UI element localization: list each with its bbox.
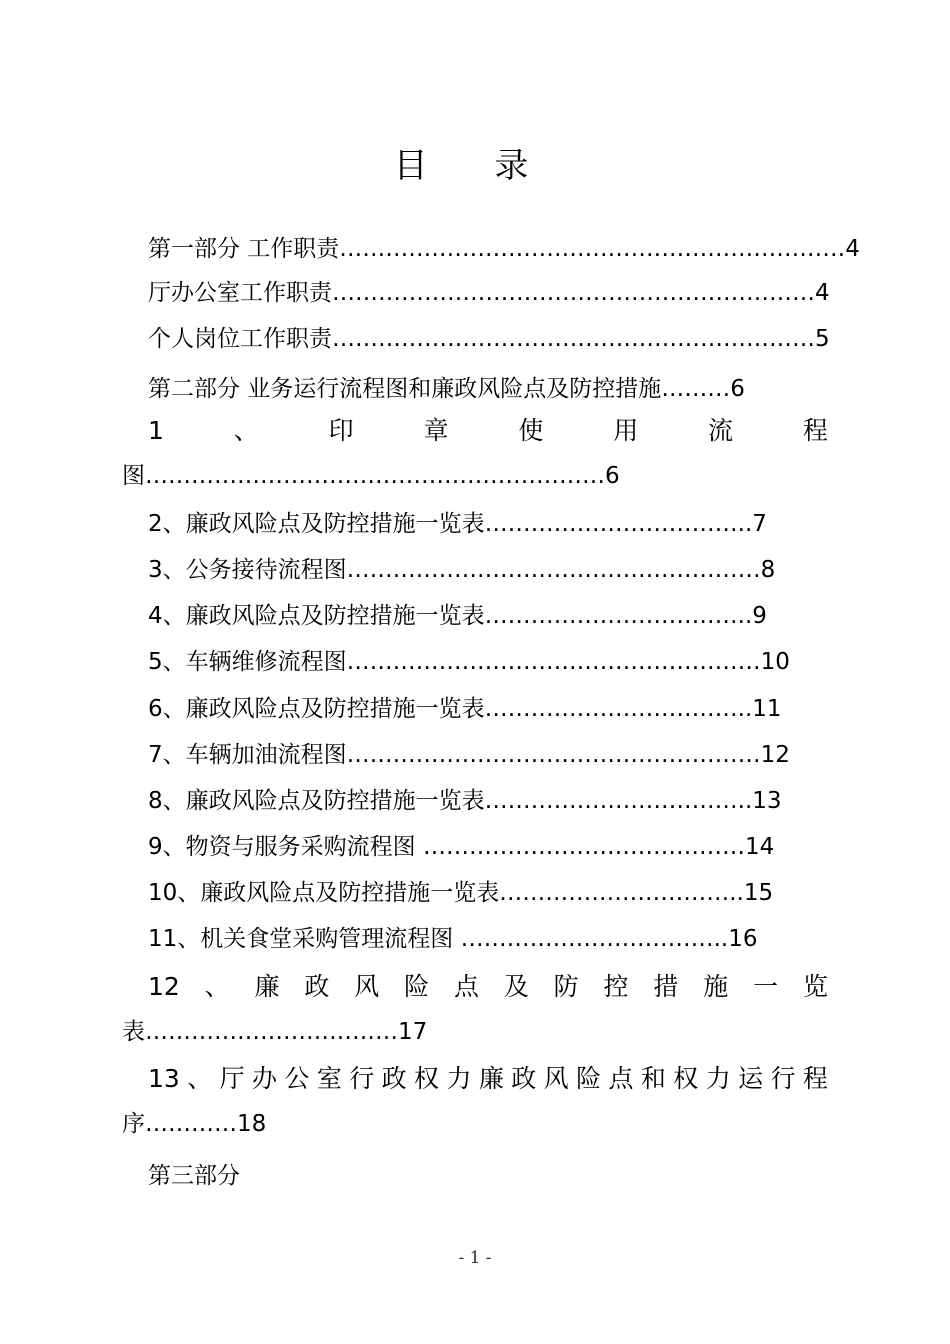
toc-token: 险 [404, 972, 430, 1001]
toc-justified-line-12 [148, 971, 828, 1003]
toc-part3: 第三部分 [148, 1163, 240, 1189]
toc-token: 、 [187, 1064, 213, 1093]
toc-token: 使 [518, 416, 544, 445]
toc-token: 室 [316, 1064, 342, 1093]
toc-token: 及 [503, 972, 529, 1001]
toc-token: 13 [148, 1064, 180, 1093]
toc-part2: 第二部分 业务运行流程图和廉政风险点及防控措施………6 [148, 376, 745, 402]
toc-line: 10、廉政风险点及防控措施一览表…………………………..15 [148, 880, 774, 906]
toc-token: 措 [653, 972, 679, 1001]
toc-token: 厅 [219, 1064, 245, 1093]
toc-token: 程 [802, 416, 828, 445]
toc-token: 政 [381, 1064, 407, 1093]
toc-token: 力 [705, 1064, 731, 1093]
toc-token: 廉 [478, 1064, 504, 1093]
toc-line: 个人岗位工作职责………………………………………………………5 [148, 326, 830, 352]
toc-token: 权 [673, 1064, 699, 1093]
toc-justified-line-13 [148, 1063, 828, 1095]
toc-token: 1 [148, 416, 164, 445]
toc-continuation: 表……………………………17 [122, 1019, 428, 1045]
toc-part1: 第一部分 工作职责…………………………………………………………4 [148, 236, 860, 262]
toc-line: 2、廉政风险点及防控措施一览表……………………………..7 [148, 511, 767, 537]
toc-line: 9、物资与服务采购流程图 ……………………………………14 [148, 834, 775, 860]
toc-token: 政 [511, 1064, 537, 1093]
toc-line: 6、廉政风险点及防控措施一览表……………………………..11 [148, 696, 782, 722]
toc-token: 风 [543, 1064, 569, 1093]
toc-token: 控 [603, 972, 629, 1001]
toc-token: 险 [576, 1064, 602, 1093]
toc-continuation: 图……………………………………………………6 [122, 463, 620, 489]
toc-token: 风 [354, 972, 380, 1001]
toc-token: 12 [148, 972, 180, 1001]
toc-token: 程 [802, 1064, 828, 1093]
toc-token: 览 [802, 972, 828, 1001]
toc-token: 防 [553, 972, 579, 1001]
toc-line: 5、车辆维修流程图………………………………………………10 [148, 649, 790, 675]
toc-token: 章 [423, 416, 449, 445]
toc-token: 和 [640, 1064, 666, 1093]
toc-token: 政 [304, 972, 330, 1001]
toc-line: 8、廉政风险点及防控措施一览表……………………………..13 [148, 788, 782, 814]
toc-token: 办 [252, 1064, 278, 1093]
toc-token: 力 [446, 1064, 472, 1093]
toc-line: 11、机关食堂采购管理流程图 ……………………………..16 [148, 926, 758, 952]
toc-continuation: 序…………18 [122, 1111, 267, 1137]
toc-token: 行 [770, 1064, 796, 1093]
toc-token: 点 [608, 1064, 634, 1093]
toc-justified-line-1 [148, 415, 828, 447]
toc-token: 一 [753, 972, 779, 1001]
toc-token: 点 [453, 972, 479, 1001]
toc-token: 廉 [254, 972, 280, 1001]
page-number: - 1 - [458, 1248, 492, 1268]
toc-token: 施 [703, 972, 729, 1001]
toc-line: 7、车辆加油流程图………………………………………………12 [148, 742, 790, 768]
toc-line: 4、廉政风险点及防控措施一览表……………………………..9 [148, 603, 767, 629]
toc-token: 公 [284, 1064, 310, 1093]
toc-token: 、 [233, 416, 259, 445]
toc-token: 运 [738, 1064, 764, 1093]
toc-token: 流 [708, 416, 734, 445]
toc-token: 权 [414, 1064, 440, 1093]
toc-line: 3、公务接待流程图………………………………………………8 [148, 557, 776, 583]
toc-token: 印 [328, 416, 354, 445]
toc-token: 、 [204, 972, 230, 1001]
toc-token: 行 [349, 1064, 375, 1093]
toc-line: 厅办公室工作职责………………………………………………………4 [148, 280, 830, 306]
page-title: 目 录 [393, 146, 557, 186]
toc-token: 用 [613, 416, 639, 445]
